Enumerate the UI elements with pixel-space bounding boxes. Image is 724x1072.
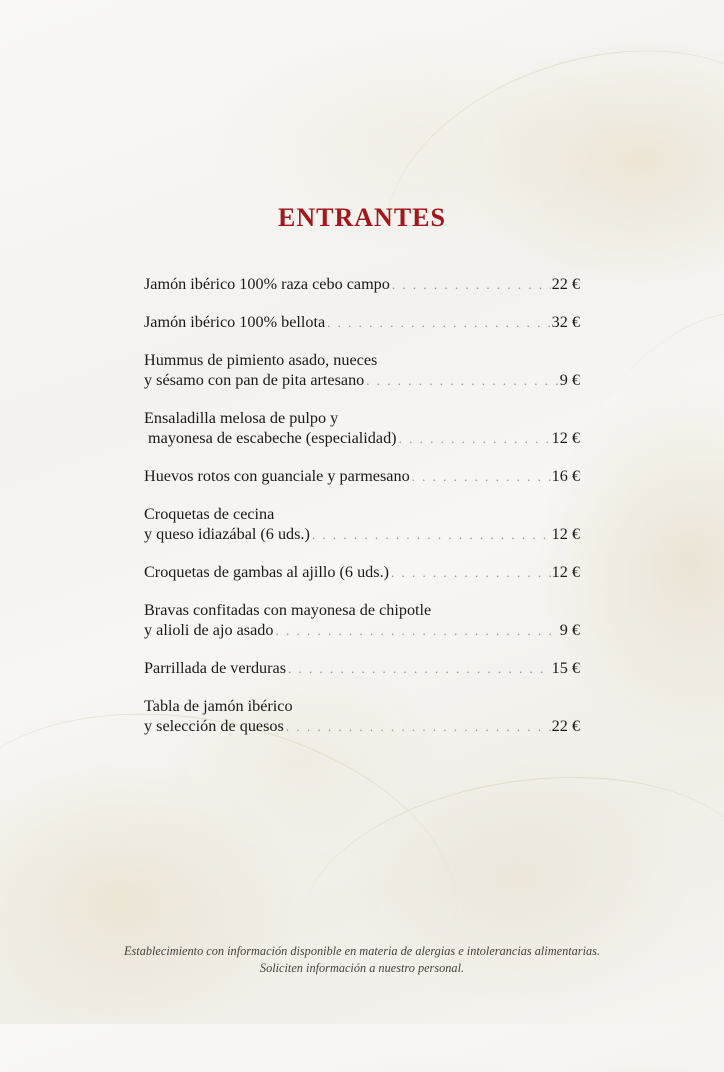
menu-item [144, 696, 580, 737]
menu-item-name: Jamón ibérico 100% raza cebo campo [144, 275, 390, 293]
menu-item-row [144, 370, 580, 391]
menu-item [144, 312, 580, 333]
menu-item-price: 9 € [559, 371, 580, 389]
menu-item-name: y selección de quesos [144, 717, 284, 735]
menu-item-description-line: Tabla de jamón ibérico [144, 697, 293, 715]
dot-leader [366, 371, 559, 391]
menu-list [144, 274, 580, 754]
allergy-notice: Establecimiento con información disponible en materia de alergias e intolerancias alimentarias. [124, 944, 600, 958]
dot-leader [312, 525, 551, 545]
menu-item-price: 12 € [551, 563, 580, 581]
menu-item [144, 466, 580, 487]
menu-item-price: 12 € [551, 429, 580, 447]
dot-leader [275, 621, 558, 641]
menu-item-price: 12 € [551, 525, 580, 543]
section-title: ENTRANTES [278, 203, 446, 232]
menu-item [144, 504, 580, 545]
menu-item-description-line: Bravas confitadas con mayonesa de chipotle [144, 601, 432, 619]
menu-item-name: y sésamo con pan de pita artesano [144, 371, 365, 389]
menu-item-description-line: Croquetas de cecina [144, 505, 275, 523]
dot-leader [412, 467, 551, 487]
menu-item-row [144, 274, 580, 295]
menu-item-name: mayonesa de escabeche (especialidad) [144, 429, 397, 447]
menu-item-price: 22 € [551, 275, 580, 293]
allergy-notice-request: Soliciten información a nuestro personal. [259, 961, 465, 975]
menu-item-row [144, 428, 580, 449]
dot-leader [391, 563, 551, 583]
menu-item-row [144, 562, 580, 583]
menu-item-price: 22 € [551, 717, 580, 735]
dot-leader [327, 313, 551, 333]
menu-item-name: y queso idiazábal (6 uds.) [144, 525, 310, 543]
menu-item [144, 274, 580, 295]
menu-item-name: Jamón ibérico 100% bellota [144, 313, 326, 331]
menu-item-row [144, 466, 580, 487]
menu-item-row [144, 620, 580, 641]
menu-item-row [144, 716, 580, 737]
menu-item [144, 562, 580, 583]
menu-item-name: Huevos rotos con guanciale y parmesano [144, 467, 410, 485]
menu-item [144, 658, 580, 679]
menu-item-description-line: Hummus de pimiento asado, nueces [144, 351, 378, 369]
menu-item-price: 9 € [559, 621, 580, 639]
menu-item [144, 408, 580, 449]
dot-leader [286, 717, 551, 737]
menu-item-row [144, 524, 580, 545]
menu-item [144, 350, 580, 391]
dot-leader [288, 659, 551, 679]
menu-item-name: y alioli de ajo asado [144, 621, 274, 639]
menu-item-name: Croquetas de gambas al ajillo (6 uds.) [144, 563, 390, 581]
menu-item [144, 600, 580, 641]
menu-item-description-line: Ensaladilla melosa de pulpo y [144, 409, 339, 427]
menu-item-price: 32 € [551, 313, 580, 331]
menu-item-row [144, 312, 580, 333]
dot-leader [399, 429, 551, 449]
menu-item-row [144, 658, 580, 679]
menu-item-name: Parrillada de verduras [144, 659, 287, 677]
dot-leader [392, 275, 551, 295]
menu-item-price: 15 € [551, 659, 580, 677]
menu-item-price: 16 € [551, 467, 580, 485]
